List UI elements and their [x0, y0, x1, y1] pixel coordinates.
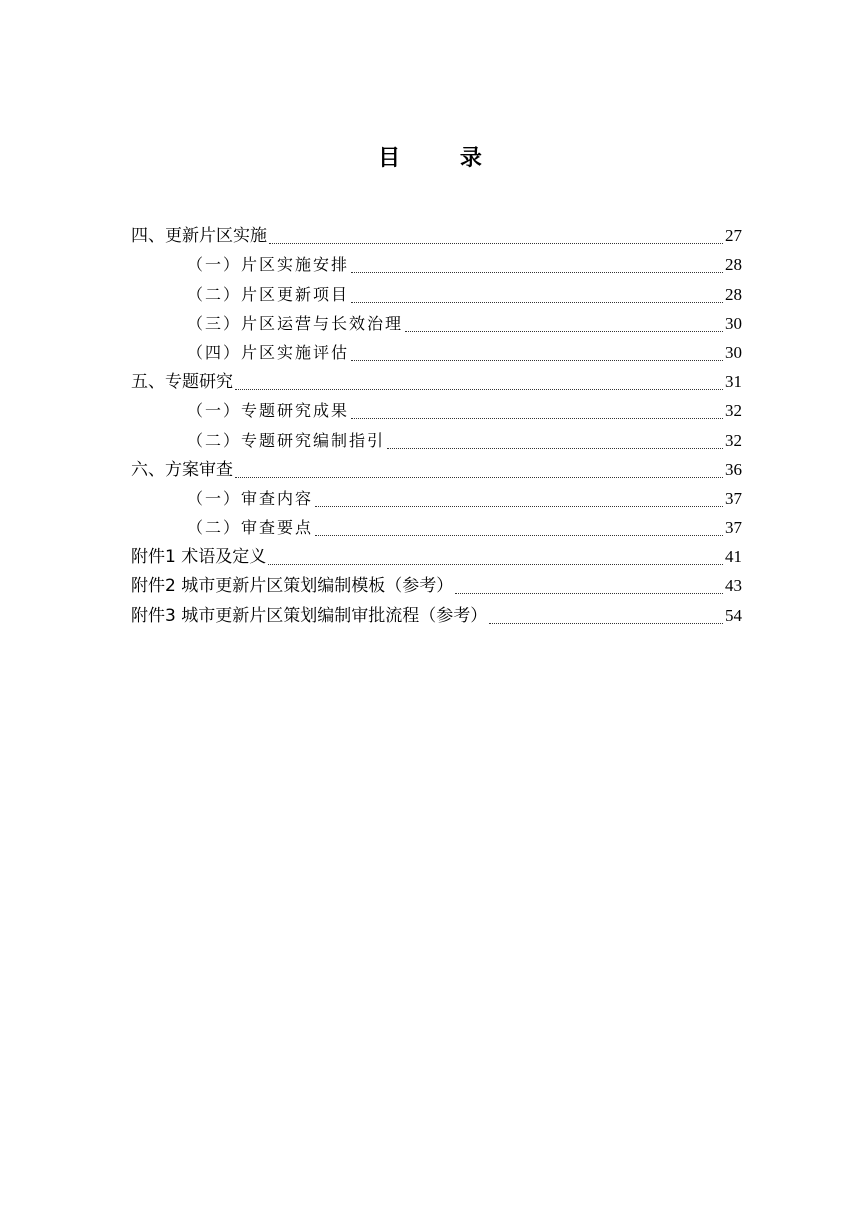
- toc-entry-label: （二）片区更新项目: [187, 284, 350, 304]
- toc-page-number: 41: [725, 547, 742, 567]
- dot-leader: [351, 418, 723, 419]
- toc-entry-label: （一）片区实施安排: [187, 255, 350, 275]
- toc-entry-label: （二）专题研究编制指引: [187, 430, 386, 450]
- dot-leader: [269, 243, 723, 244]
- toc-page-number: 30: [725, 313, 742, 333]
- toc-page-number: 31: [725, 372, 742, 392]
- toc-entry[interactable]: [131, 337, 742, 366]
- dot-leader: [315, 506, 723, 507]
- dot-leader: [455, 593, 723, 594]
- toc-entry[interactable]: [131, 454, 742, 483]
- toc-page-number: 36: [725, 459, 742, 479]
- toc-entry-label: 六、方案审查: [131, 459, 233, 480]
- toc-entry-label: 附件3 城市更新片区策划编制审批流程（参考）: [131, 605, 488, 626]
- toc-entry[interactable]: [131, 599, 742, 628]
- toc-entry-label: （二）审查要点: [187, 518, 314, 538]
- toc-page-number: 30: [725, 342, 742, 362]
- toc-page-number: 27: [725, 226, 742, 246]
- page-title: 目 录: [378, 146, 508, 171]
- toc-entry[interactable]: [131, 395, 742, 424]
- dot-leader: [405, 331, 723, 332]
- toc-entry-label: （四）片区实施评估: [187, 342, 350, 362]
- toc-entry[interactable]: [131, 570, 742, 599]
- dot-leader: [351, 272, 723, 273]
- toc-page-number: 37: [725, 518, 742, 538]
- toc-entry[interactable]: [131, 483, 742, 512]
- toc-page-number: 32: [725, 401, 742, 421]
- toc-entry-label: 四、更新片区实施: [131, 226, 267, 247]
- dot-leader: [387, 448, 723, 449]
- dot-leader: [235, 477, 723, 478]
- toc-page-number: 28: [725, 255, 742, 275]
- toc-entry[interactable]: [131, 512, 742, 541]
- dot-leader: [235, 389, 723, 390]
- toc-entry[interactable]: [131, 278, 742, 307]
- toc-page-number: 54: [725, 605, 742, 625]
- dot-leader: [315, 535, 723, 536]
- toc-entry-label: （三）片区运营与长效治理: [187, 313, 404, 333]
- toc-page-number: 37: [725, 488, 742, 508]
- toc-entry-label: （一）专题研究成果: [187, 401, 350, 421]
- toc-page-number: 32: [725, 430, 742, 450]
- toc-entry-label: 附件1 术语及定义: [131, 547, 267, 568]
- toc-entry-label: 附件2 城市更新片区策划编制模板（参考）: [131, 576, 454, 597]
- toc-page-number: 28: [725, 284, 742, 304]
- dot-leader: [351, 360, 723, 361]
- dot-leader: [351, 302, 723, 303]
- toc-entry[interactable]: [131, 541, 742, 570]
- toc-entry[interactable]: [131, 249, 742, 278]
- dot-leader: [268, 564, 723, 565]
- toc-page-number: 43: [725, 576, 742, 596]
- dot-leader: [489, 623, 723, 624]
- toc-entry-label: 五、专题研究: [131, 372, 233, 393]
- toc-entry[interactable]: [131, 424, 742, 453]
- toc-entry[interactable]: [131, 308, 742, 337]
- table-of-contents: [131, 220, 742, 629]
- toc-entry-label: （一）审查内容: [187, 488, 314, 508]
- toc-entry[interactable]: [131, 366, 742, 395]
- toc-entry[interactable]: [131, 220, 742, 249]
